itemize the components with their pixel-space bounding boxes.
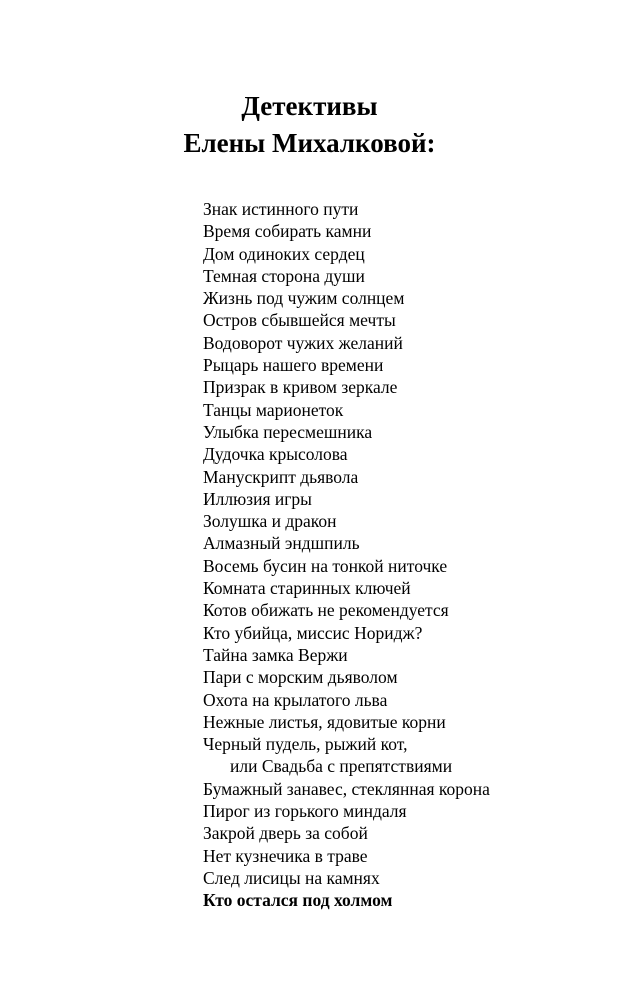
book-title: Золушка и дракон (203, 511, 337, 532)
book-title: Комната старинных ключей (203, 578, 411, 599)
book-title: Нежные листья, ядовитые корни (203, 711, 446, 732)
book-title: Рыцарь нашего времени (203, 355, 384, 376)
book-title: Дом одиноких сердец (203, 243, 365, 264)
book-title: Пирог из горького миндаля (203, 801, 407, 822)
heading-line-2: Елены Михалковой: (183, 128, 436, 158)
book-title: Закрой дверь за собой (203, 823, 368, 844)
book-title-continuation: или Свадьба с препятствиями (230, 756, 453, 777)
book-title: Дудочка крысолова (203, 444, 348, 465)
book-list (203, 198, 490, 912)
heading-line-1: Детективы (241, 91, 378, 121)
book-title: Время собирать камни (203, 221, 372, 242)
book-title: Водоворот чужих желаний (203, 332, 403, 353)
book-title: Танцы марионеток (203, 399, 344, 420)
book-title: Манускрипт дьявола (203, 466, 359, 487)
book-title: Нет кузнечика в траве (203, 845, 368, 866)
book-title: След лисицы на камнях (203, 867, 380, 888)
book-title: Кто убийца, миссис Норидж? (203, 622, 423, 643)
book-title: Пари с морским дьяволом (203, 667, 398, 688)
book-title: Остров сбывшейся мечты (203, 310, 396, 331)
book-title: Котов обижать не рекомендуется (203, 600, 449, 621)
book-title: Знак истинного пути (203, 199, 359, 219)
book-title: Иллюзия игры (203, 488, 312, 509)
book-title: Темная сторона души (203, 265, 365, 286)
book-title: Улыбка пересмешника (203, 421, 373, 442)
book-title-current: Кто остался под холмом (203, 890, 393, 911)
book-title: Бумажный занавес, стеклянная корона (203, 778, 490, 799)
book-title: Охота на крылатого льва (203, 689, 388, 710)
page-heading (0, 88, 619, 162)
book-title: Восемь бусин на тонкой ниточке (203, 555, 448, 576)
book-title: Алмазный эндшпиль (203, 533, 360, 554)
book-title: Черный пудель, рыжий кот, (203, 734, 408, 755)
book-title: Жизнь под чужим солнцем (203, 288, 405, 309)
book-title: Тайна замка Вержи (203, 644, 348, 665)
book-title: Призрак в кривом зеркале (203, 377, 398, 398)
